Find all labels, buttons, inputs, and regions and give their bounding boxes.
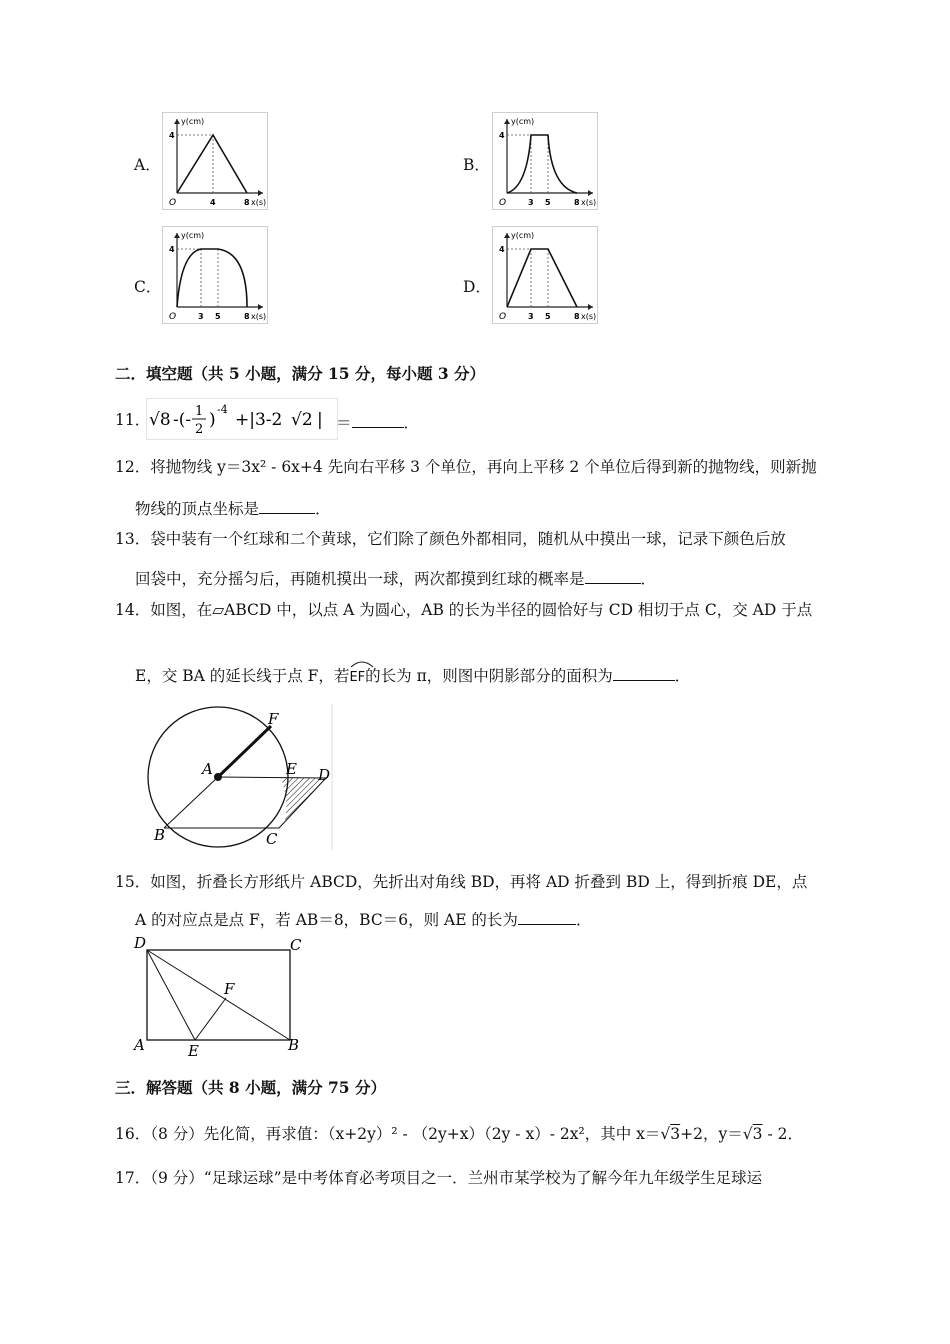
ymark-d: 4: [499, 245, 505, 254]
q11-paren-open: -(-: [173, 410, 192, 430]
q16-sqrt-1: √3: [660, 1125, 681, 1143]
tick-d-1: 5: [545, 312, 551, 321]
tick-b-1: 5: [545, 198, 551, 207]
q11-exponent: -4: [217, 403, 228, 416]
q11-sqrt8: √8: [149, 410, 171, 430]
tick-d-2: 8: [574, 312, 580, 321]
q11-abs-open: +|3-2: [235, 410, 283, 430]
q15-point-f: F: [224, 980, 235, 998]
ymark-b: 4: [499, 131, 505, 140]
q15-figure: [130, 934, 308, 1060]
tick-c-0: 3: [198, 312, 204, 321]
origin-d: O: [499, 312, 507, 322]
q11-frac-den: 2: [195, 422, 204, 437]
q15-line1: 15．如图，折叠长方形纸片 ABCD，先折出对角线 BD，再将 AD 折叠到 BD 上，得到折痕 DE，点: [115, 873, 808, 891]
q14-point-e: E: [286, 760, 297, 778]
q13-line1: 13．袋中装有一个红球和二个黄球，它们除了颜色外都相同，随机从中摸出一球，记录下颜色后放: [115, 530, 786, 548]
option-c-graph: [162, 226, 268, 324]
q14-point-f: F: [268, 710, 279, 728]
tick-a-1: 8: [244, 198, 250, 207]
option-a-label: A．: [134, 156, 161, 174]
q15-point-a: A: [134, 1036, 145, 1054]
section-2-title: 二．填空题（共 5 小题，满分 15 分，每小题 3 分）: [115, 364, 486, 383]
ylabel-b: y(cm): [511, 117, 535, 126]
q15-point-e: E: [188, 1042, 199, 1060]
q12-line1: 12．将抛物线 y＝3x² - 6x+4 先向右平移 3 个单位，再向上平移 2 个单位后得到新的抛物线，则新抛: [115, 458, 817, 476]
q15-point-c: C: [290, 936, 302, 954]
ylabel-d: y(cm): [511, 231, 535, 240]
q11-expression: [146, 398, 338, 440]
tick-b-0: 3: [528, 198, 534, 207]
q11-number: 11．: [115, 411, 151, 429]
xlabel-d: x(s): [581, 312, 597, 321]
q15-point-d: D: [134, 934, 147, 952]
option-a-graph: [162, 112, 268, 210]
origin-a: O: [169, 198, 177, 208]
option-d-graph: [492, 226, 598, 324]
q15-line2: A 的对应点是点 F，若 AB＝8，BC＝6，则 AE 的长为 ．: [135, 911, 592, 929]
option-b-graph: [492, 112, 598, 210]
q11-paren-close: ): [209, 410, 216, 430]
q11-sqrt2: √2: [291, 410, 313, 430]
q14-point-c: C: [266, 830, 278, 848]
xlabel-c: x(s): [251, 312, 267, 321]
option-c-label: C．: [134, 278, 162, 296]
ymark-a: 4: [169, 131, 175, 140]
q16-sqrt-2: √3: [742, 1125, 763, 1143]
q15-point-b: B: [288, 1036, 300, 1054]
tick-c-1: 5: [215, 312, 221, 321]
origin-b: O: [499, 198, 507, 208]
section-3-title: 三．解答题（共 8 小题，满分 75 分）: [115, 1078, 386, 1097]
q17-line1: 17．（9 分）“足球运球”是中考体育必考项目之一．兰州市某学校为了解今年九年级学生足球运: [115, 1169, 763, 1187]
q12-line2: 物线的顶点坐标是 ．: [135, 500, 331, 518]
q11-frac-num: 1: [195, 404, 204, 419]
ylabel-c: y(cm): [181, 231, 205, 240]
tick-c-2: 8: [244, 312, 250, 321]
tick-d-0: 3: [528, 312, 534, 321]
option-b-label: B．: [463, 156, 490, 174]
q14-point-b: B: [154, 826, 166, 844]
xlabel-a: x(s): [251, 198, 267, 207]
q13-line2: 回袋中，充分摇匀后，再随机摸出一球，两次都摸到红球的概率是 ．: [135, 570, 657, 588]
ymark-c: 4: [169, 245, 175, 254]
q14-line1: 14．如图，在▱ABCD 中，以点 A 为圆心，AB 的长为半径的圆恰好与 CD 相切于点 C，交 AD 于点: [115, 601, 813, 619]
q11-tail: ＝ ．: [336, 414, 420, 432]
q14-line2: E，交 BA 的延长线于点 F，若 EF的长为 π，则图中阴影部分的面积为 ．: [135, 666, 690, 685]
tick-a-0: 4: [210, 198, 216, 207]
q14-point-a: A: [202, 760, 213, 778]
option-d-label: D．: [463, 278, 491, 296]
origin-c: O: [169, 312, 177, 322]
q11-abs-close: |: [317, 410, 323, 430]
q14-figure: [140, 704, 334, 850]
q14-arc-ef: EF: [349, 669, 365, 685]
tick-b-2: 8: [574, 198, 580, 207]
ylabel-a: y(cm): [181, 117, 205, 126]
q16-line: 16．（8 分）先化简，再求值：（x+2y）² - （2y+x）（2y - x）- 2x²，其中 x＝√3+2，y＝√3 - 2．: [115, 1125, 803, 1143]
q14-point-d: D: [318, 766, 331, 784]
xlabel-b: x(s): [581, 198, 597, 207]
